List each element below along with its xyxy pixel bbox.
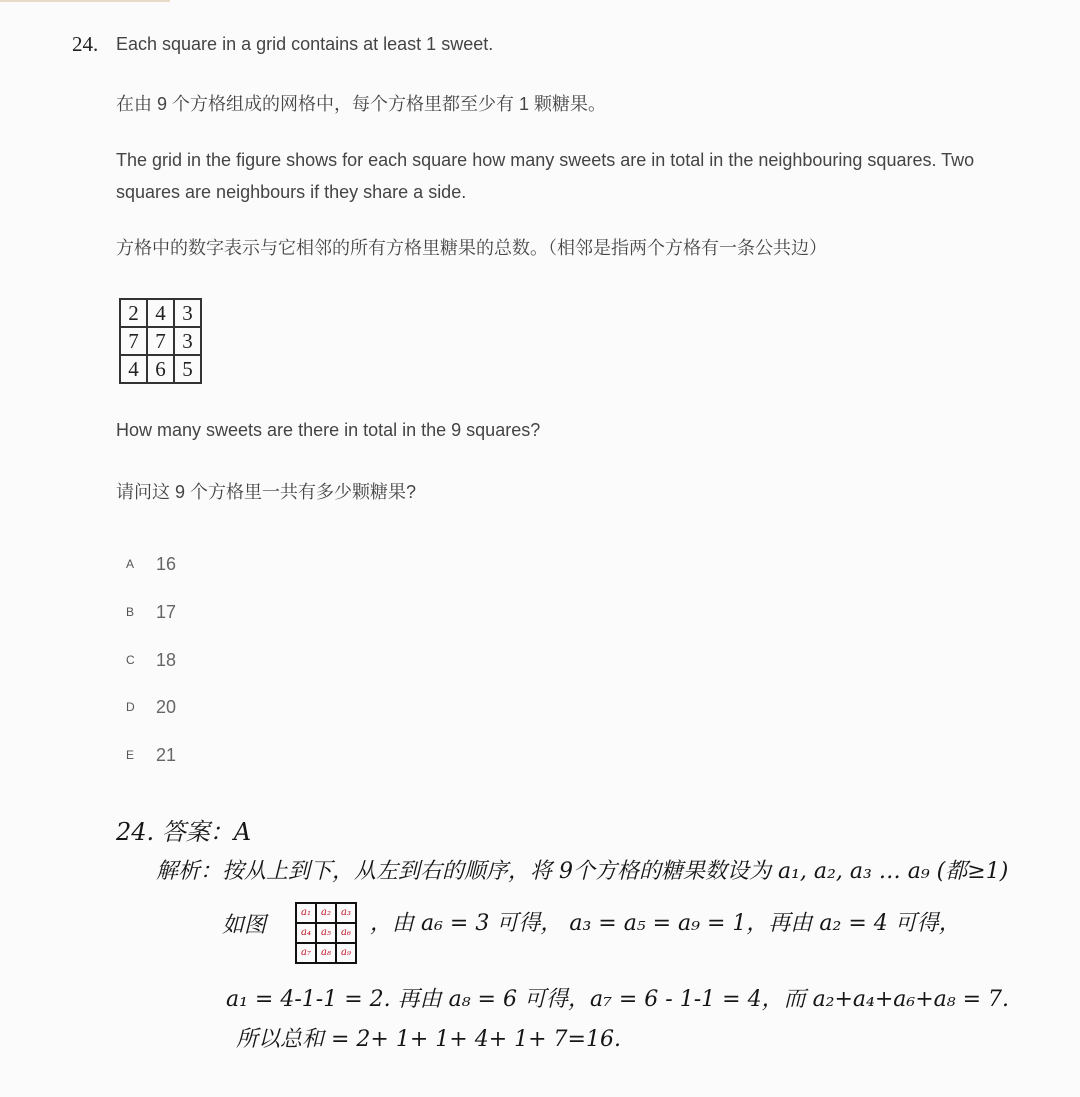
solution-mini-grid (295, 902, 357, 964)
solution-line-3: ，由 a₆ = 3 可得， a₃ = a₅ = a₉ = 1，再由 a₂ = 4 可得， (370, 911, 961, 936)
solution-figure-label: 如图 (222, 913, 267, 938)
grid-cell: 7 (147, 327, 174, 355)
grid-cell: 5 (174, 355, 201, 383)
number-grid (119, 298, 202, 384)
option-c[interactable] (126, 645, 176, 675)
option-letter: E (126, 748, 135, 762)
option-value: 18 (156, 649, 177, 670)
option-letter: A (126, 557, 135, 571)
option-letter: B (126, 605, 135, 619)
mini-grid-cell: a₆ (336, 923, 356, 943)
question-en: How many sweets are there in total in the 9 squares? (116, 420, 541, 440)
question-number: 24. (72, 32, 99, 56)
grid-cell: 3 (174, 327, 201, 355)
option-value: 17 (156, 601, 177, 622)
description-en: The grid in the figure shows for each square how many sweets are in total in the neighbouring squares. Two squares are neighbours if they share a side. (116, 150, 975, 202)
solution-line-5: 所以总和 = 2+ 1+ 1+ 4+ 1+ 7=16. (236, 1027, 621, 1052)
statement-zh: 在由 9 个方格组成的网格中，每个方格里都至少有 1 颗糖果。 (116, 94, 607, 114)
mini-grid-cell: a₃ (336, 903, 356, 923)
description-zh: 方格中的数字表示与它相邻的所有方格里糖果的总数。（相邻是指两个方格有一条公共边） (116, 238, 827, 258)
statement-en: Each square in a grid contains at least 1 sweet. (116, 34, 494, 54)
grid-cell: 6 (147, 355, 174, 383)
option-d[interactable] (126, 692, 176, 722)
option-value: 21 (156, 744, 177, 765)
mini-grid-cell: a₁ (296, 903, 316, 923)
solution-line-4: a₁ = 4-1-1 = 2. 再由 a₈ = 6 可得，a₇ = 6 - 1-1 = 4，而 a₂+a₄+a₆+a₈ = 7. (226, 987, 1010, 1012)
grid-cell: 7 (120, 327, 147, 355)
solution-analysis: 解析：按从上到下，从左到右的顺序，将 9个方格的糖果数设为 a₁, a₂, a₃ … a₉ (都≥1) (156, 859, 1009, 884)
option-letter: D (126, 700, 135, 714)
option-value: 20 (156, 696, 177, 717)
mini-grid-cell: a₈ (316, 943, 336, 963)
grid-cell: 4 (120, 355, 147, 383)
option-b[interactable] (126, 597, 176, 627)
solution-answer: 24. 答案：A (116, 818, 252, 846)
grid-cell: 2 (120, 299, 147, 327)
mini-grid-cell: a₂ (316, 903, 336, 923)
mini-grid-cell: a₉ (336, 943, 356, 963)
top-divider (0, 0, 170, 2)
grid-cell: 4 (147, 299, 174, 327)
mini-grid-cell: a₄ (296, 923, 316, 943)
grid-cell: 3 (174, 299, 201, 327)
option-letter: C (126, 653, 135, 667)
question-zh: 请问这 9 个方格里一共有多少颗糖果? (116, 482, 417, 502)
mini-grid-cell: a₅ (316, 923, 336, 943)
option-a[interactable] (126, 549, 176, 579)
option-e[interactable] (126, 740, 176, 770)
option-value: 16 (156, 553, 177, 574)
mini-grid-cell: a₇ (296, 943, 316, 963)
